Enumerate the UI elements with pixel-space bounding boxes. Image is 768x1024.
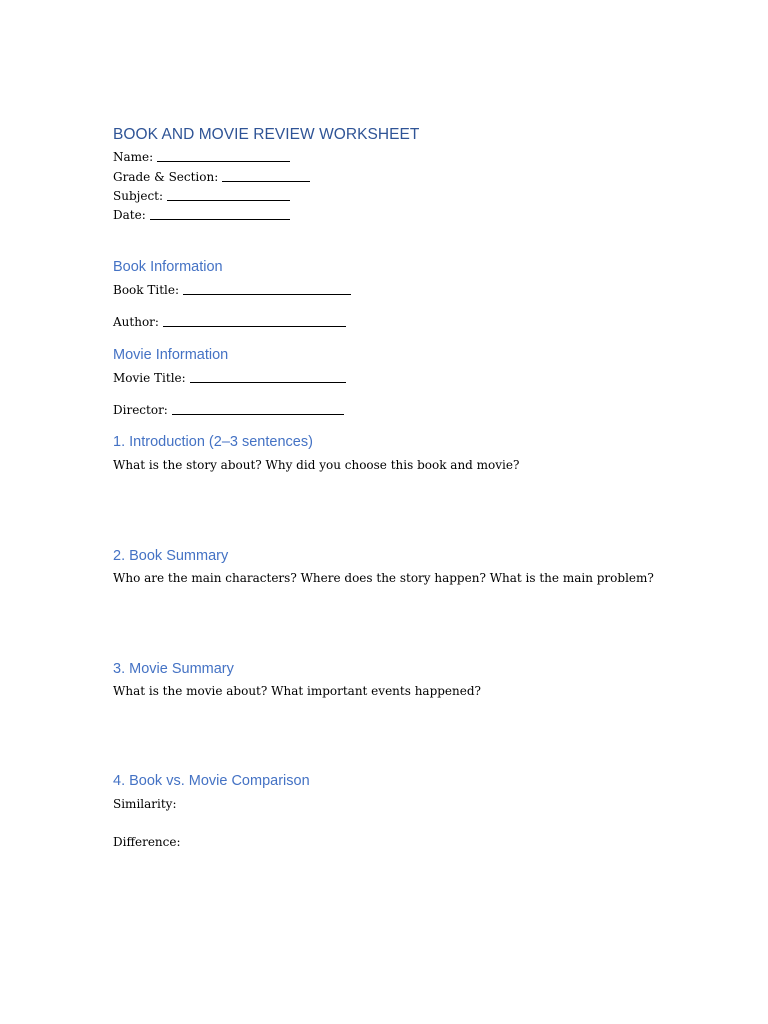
- grade-section-label: Grade & Section:: [113, 170, 219, 184]
- author-blank-line[interactable]: [163, 325, 346, 327]
- comparison-heading: 4. Book vs. Movie Comparison: [113, 773, 310, 789]
- director-blank-line[interactable]: [172, 413, 344, 415]
- movie-summary-prompt: What is the movie about? What important events happened?: [113, 684, 481, 698]
- subject-field: [113, 189, 290, 203]
- date-field: [113, 208, 290, 222]
- movie-summary-heading: 3. Movie Summary: [113, 661, 234, 677]
- movie-title-label: Movie Title:: [113, 371, 186, 385]
- similarity-label: Similarity:: [113, 797, 177, 811]
- worksheet-title: BOOK AND MOVIE REVIEW WORKSHEET: [113, 126, 420, 143]
- subject-blank-line[interactable]: [167, 199, 290, 201]
- book-title-blank-line[interactable]: [183, 293, 351, 295]
- name-label: Name:: [113, 150, 154, 164]
- grade-section-blank-line[interactable]: [222, 180, 310, 182]
- director-field: [113, 403, 344, 417]
- name-blank-line[interactable]: [157, 160, 290, 162]
- subject-label: Subject:: [113, 189, 164, 203]
- movie-title-blank-line[interactable]: [190, 381, 346, 383]
- name-field: [113, 150, 290, 164]
- book-information-heading: Book Information: [113, 259, 223, 275]
- author-field: [113, 315, 346, 329]
- movie-information-heading: Movie Information: [113, 347, 229, 363]
- date-label: Date:: [113, 208, 146, 222]
- difference-label: Difference:: [113, 835, 181, 849]
- author-label: Author:: [113, 315, 159, 329]
- grade-section-field: [113, 170, 310, 184]
- introduction-prompt: What is the story about? Why did you choose this book and movie?: [113, 458, 520, 472]
- book-summary-prompt: Who are the main characters? Where does the story happen? What is the main problem?: [113, 571, 654, 585]
- date-blank-line[interactable]: [150, 218, 290, 220]
- director-label: Director:: [113, 403, 168, 417]
- movie-title-field: [113, 371, 346, 385]
- book-title-label: Book Title:: [113, 283, 179, 297]
- book-title-field: [113, 283, 351, 297]
- book-summary-heading: 2. Book Summary: [113, 548, 229, 564]
- introduction-heading: 1. Introduction (2–3 sentences): [113, 434, 313, 450]
